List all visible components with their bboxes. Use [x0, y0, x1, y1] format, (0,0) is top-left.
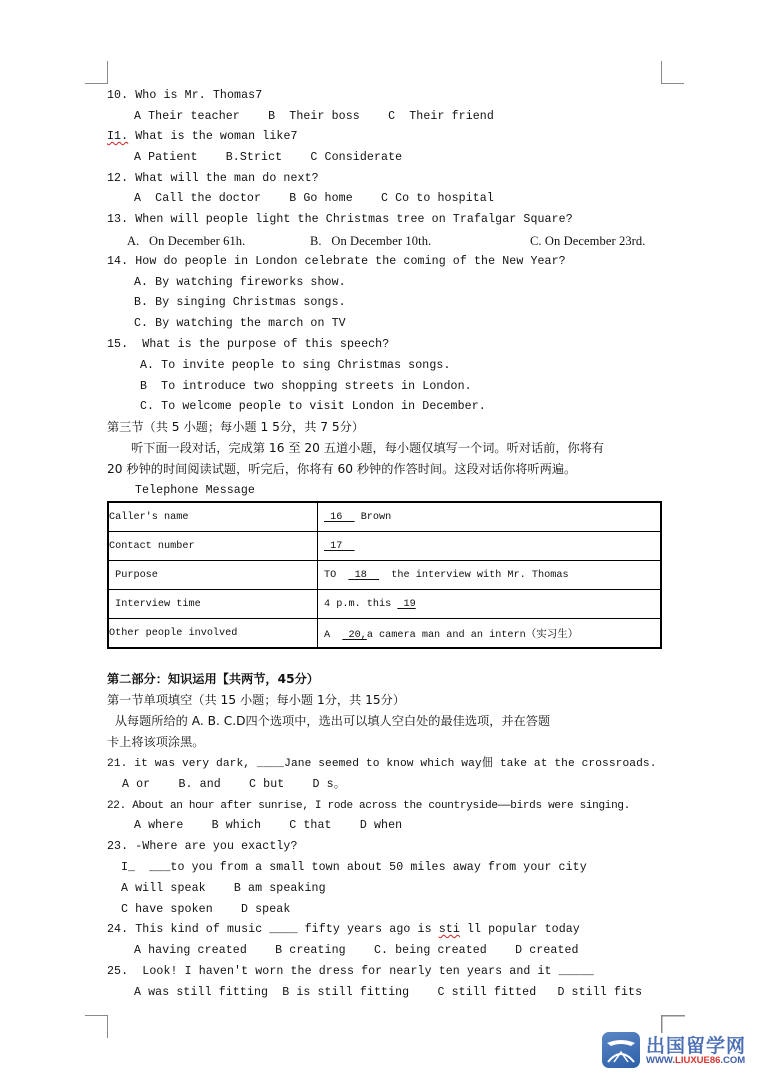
row-value: [318, 619, 662, 649]
part-2-instructions-line-2: 卡上将该项涂黑。: [107, 735, 205, 749]
question-15-option-c: C. To welcome people to visit London in December.: [140, 400, 486, 413]
table-row: [108, 561, 661, 590]
row-value: [318, 502, 662, 532]
row-value-text: a camera man and an intern: [366, 629, 526, 641]
question-13-option-b: B. On December 10th.: [310, 234, 432, 248]
question-12-options: A Call the doctor B Go home C Co to hospital: [134, 192, 494, 205]
row-value-prefix: 4 p.m. this: [324, 598, 398, 610]
corner-mark-top-right: [661, 61, 684, 84]
row-value: [318, 532, 662, 561]
question-11: [107, 130, 298, 144]
watermark-url: [646, 1055, 745, 1066]
row-value-text: the interview with Mr. Thomas: [379, 569, 569, 581]
question-23: 23. -Where are you exactly?: [107, 840, 298, 853]
question-25: 25. Look! I haven't worn the dress for nearly ten years and it _____: [107, 965, 594, 978]
telephone-message-table: [107, 501, 662, 649]
question-14-option-a: A. By watching fireworks show.: [134, 276, 346, 289]
question-22-options: A where B which C that D when: [134, 819, 403, 832]
table-row: [108, 619, 661, 649]
section-3-instructions-line-1: 听下面一段对话，完成第 16 至 20 五道小题，每小题仅填写一个词。听对话前，你将有: [131, 441, 605, 455]
question-23-options-1: A will speak B am speaking: [121, 882, 326, 895]
answer-blank-19[interactable]: 19: [397, 598, 416, 610]
telephone-message-title: Telephone Message: [135, 484, 255, 497]
section-3-title: 第三节（共 5 小题；每小题 1 5分，共 7 5分）: [107, 420, 365, 434]
part-2-instructions-line-1: 从每题所给的 A. B. C.D四个选项中，选出可以填人空白处的最佳选项，并在答题: [107, 714, 551, 728]
watermark-url-prefix: WWW.: [646, 1055, 676, 1066]
question-15-option-b: B To introduce two shopping streets in London.: [140, 380, 472, 393]
question-11-options: A Patient B.Strict C Considerate: [134, 151, 403, 164]
answer-blank-20[interactable]: 20,: [342, 629, 367, 641]
watermark-site-name: 出国留学网: [646, 1035, 747, 1057]
question-21: 21. it was very dark, ____Jane seemed to know which way佃 take at the crossroads.: [107, 758, 657, 770]
corner-mark-bottom-right: [661, 1015, 685, 1033]
graduation-cap-icon: [602, 1032, 640, 1068]
watermark-url-suffix: .COM: [720, 1055, 746, 1066]
question-14-option-c: C. By watching the march on TV: [134, 317, 346, 330]
table-row: [108, 590, 661, 619]
question-12: 12. What will the man do next?: [107, 172, 319, 185]
row-label: Interview time: [108, 590, 318, 619]
question-25-options: A was still fitting B is still fitting C still fitted D still fits: [134, 986, 643, 999]
question-22: 22. About an hour after sunrise, I rode across the countryside——birds were singing.: [107, 800, 630, 812]
row-value-prefix: A: [324, 629, 343, 641]
question-24-text-end: ll popular today: [459, 923, 580, 936]
question-24-text-start: 24. This kind of music ____ fifty years ago is: [107, 923, 439, 936]
question-24: [107, 923, 580, 937]
question-15: 15. What is the purpose of this speech?: [107, 338, 390, 351]
question-10: 10. Who is Mr. Thomas7: [107, 89, 263, 102]
corner-mark-top-left: [85, 61, 108, 84]
corner-mark-bottom-left: [85, 1015, 108, 1038]
question-11-text: What is the woman like7: [128, 130, 298, 143]
answer-blank-17[interactable]: 17: [324, 540, 355, 552]
row-label: Purpose: [108, 561, 318, 590]
row-label: Caller's name: [108, 502, 318, 532]
row-value-text: Brown: [354, 511, 392, 523]
section-3-instructions-line-2: 20 秒钟的时间阅读试题，听完后，你将有 60 秒钟的作答时间。这段对话你将听两遍。: [107, 462, 577, 476]
answer-blank-18[interactable]: 18: [348, 569, 380, 581]
table-row: [108, 502, 661, 532]
question-13-option-a: A. On December 61h.: [127, 234, 246, 248]
question-23-line-2: I_ ___to you from a small town about 50 miles away from your city: [121, 861, 587, 874]
row-value-prefix: TO: [324, 569, 349, 581]
watermark-url-domain: LIUXUE86: [675, 1055, 721, 1066]
answer-blank-16[interactable]: 16: [324, 511, 355, 523]
watermark-logo: [602, 1030, 760, 1070]
question-14-option-b: B. By singing Christmas songs.: [134, 296, 346, 309]
question-10-options: A Their teacher B Their boss C Their friend: [134, 110, 494, 123]
part-2-title: 第二部分：知识运用【共两节，45分）: [107, 672, 319, 686]
row-label: Contact number: [108, 532, 318, 561]
table-row: [108, 532, 661, 561]
question-24-options: A having created B creating C. being created D created: [134, 944, 579, 957]
row-label: Other people involved: [108, 619, 318, 649]
row-value-note: （实习生）: [525, 627, 579, 640]
question-14: 14. How do people in London celebrate the coming of the New Year?: [107, 255, 566, 268]
part-2-section-1-title: 第一节单项填空（共 15 小题；每小题 1分，共 15分）: [107, 693, 406, 707]
row-value: [318, 561, 662, 590]
question-11-number: I1.: [107, 130, 129, 143]
question-21-options: A or B. and C but D s。: [122, 778, 346, 791]
question-13-option-c: C. On December 23rd.: [530, 234, 646, 248]
question-23-options-2: C have spoken D speak: [121, 903, 291, 916]
question-15-option-a: A. To invite people to sing Christmas songs.: [140, 359, 451, 372]
question-13: 13. When will people light the Christmas tree on Trafalgar Square?: [107, 213, 573, 226]
question-24-misspelled: sti: [438, 923, 460, 936]
row-value: [318, 590, 662, 619]
